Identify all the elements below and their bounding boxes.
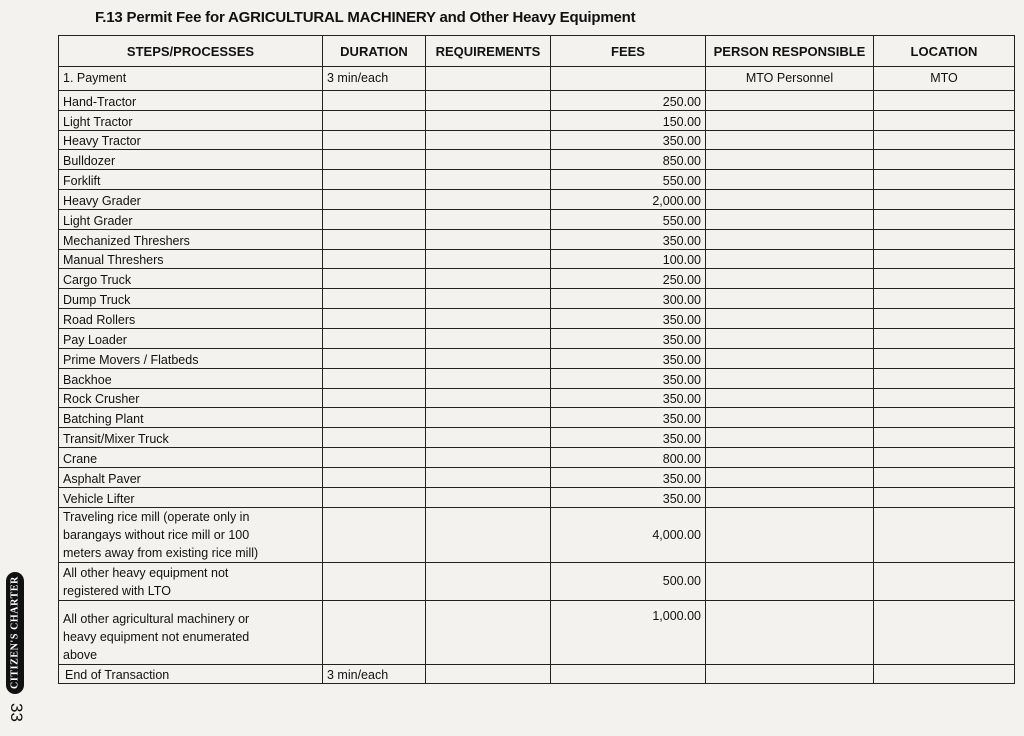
- person-cell: [706, 507, 874, 562]
- requirements-cell: [426, 150, 551, 170]
- requirements-cell: [426, 90, 551, 110]
- duration-cell: 3 min/each: [323, 664, 426, 684]
- other-heavy-line2: registered with LTO: [63, 583, 171, 598]
- person-cell: [706, 289, 874, 309]
- header-requirements: REQUIREMENTS: [426, 36, 551, 67]
- table-row: [59, 328, 1015, 348]
- rice-mill-line2: barangays without rice mill or 100: [63, 527, 250, 542]
- fee-cell: 550.00: [551, 209, 706, 229]
- step-cell: End of Transaction: [59, 664, 323, 684]
- table-row: [59, 600, 1015, 664]
- person-cell: [706, 170, 874, 190]
- step-cell: Asphalt Paver: [59, 467, 323, 487]
- fee-cell: 250.00: [551, 90, 706, 110]
- requirements-cell: [426, 562, 551, 600]
- table-header-row: [59, 36, 1015, 67]
- fee-cell: 350.00: [551, 388, 706, 408]
- fee-cell: 350.00: [551, 428, 706, 448]
- person-cell: [706, 328, 874, 348]
- table-row: [59, 269, 1015, 289]
- table-row: [59, 408, 1015, 428]
- requirements-cell: [426, 368, 551, 388]
- table-row: [59, 348, 1015, 368]
- step-cell: Light Tractor: [59, 110, 323, 130]
- requirements-cell: [426, 428, 551, 448]
- person-cell: [706, 209, 874, 229]
- fee-cell: 500.00: [551, 562, 706, 600]
- requirements-cell: [426, 600, 551, 664]
- table-row: [59, 309, 1015, 329]
- person-cell: [706, 562, 874, 600]
- step-cell: [59, 600, 323, 664]
- fee-cell: [551, 664, 706, 684]
- person-cell: [706, 388, 874, 408]
- person-cell: [706, 130, 874, 150]
- duration-cell: [323, 150, 426, 170]
- fee-cell: 100.00: [551, 249, 706, 269]
- requirements-cell: [426, 388, 551, 408]
- rice-mill-line1: Traveling rice mill (operate only in: [63, 509, 250, 524]
- person-cell: [706, 348, 874, 368]
- fee-cell: 350.00: [551, 408, 706, 428]
- person-cell: [706, 150, 874, 170]
- duration-cell: [323, 289, 426, 309]
- fee-cell: 850.00: [551, 150, 706, 170]
- requirements-cell: [426, 448, 551, 468]
- step-cell: Heavy Tractor: [59, 130, 323, 150]
- table-row: [59, 289, 1015, 309]
- location-cell: [874, 170, 1015, 190]
- location-cell: [874, 229, 1015, 249]
- fee-cell: 2,000.00: [551, 190, 706, 210]
- fee-cell: 4,000.00: [551, 507, 706, 562]
- fee-cell: 350.00: [551, 130, 706, 150]
- duration-cell: [323, 562, 426, 600]
- person-cell: [706, 269, 874, 289]
- other-agri-line2: heavy equipment not enumerated: [63, 629, 250, 644]
- rice-mill-line3: meters away from existing rice mill): [63, 545, 259, 560]
- person-cell: [706, 90, 874, 110]
- location-cell: [874, 562, 1015, 600]
- requirements-cell: [426, 408, 551, 428]
- table-row: [59, 110, 1015, 130]
- location-cell: [874, 150, 1015, 170]
- step-cell: Vehicle Lifter: [59, 487, 323, 507]
- header-person: PERSON RESPONSIBLE: [706, 36, 874, 67]
- table-row: [59, 368, 1015, 388]
- fee-cell: 350.00: [551, 368, 706, 388]
- duration-cell: [323, 487, 426, 507]
- duration-cell: [323, 507, 426, 562]
- person-cell: [706, 368, 874, 388]
- citizens-charter-tab: CITIZEN'S CHARTER: [6, 572, 24, 694]
- person-cell: [706, 110, 874, 130]
- requirements-cell: [426, 664, 551, 684]
- location-cell: MTO: [874, 67, 1015, 91]
- requirements-cell: [426, 328, 551, 348]
- step-cell: Crane: [59, 448, 323, 468]
- step-cell: Backhoe: [59, 368, 323, 388]
- fee-cell: 1,000.00: [551, 600, 706, 664]
- requirements-cell: [426, 110, 551, 130]
- step-cell: Mechanized Threshers: [59, 229, 323, 249]
- step-cell: Heavy Grader: [59, 190, 323, 210]
- table-row: [59, 130, 1015, 150]
- person-cell: [706, 408, 874, 428]
- location-cell: [874, 487, 1015, 507]
- person-cell: [706, 448, 874, 468]
- step-cell: Pay Loader: [59, 328, 323, 348]
- table-row: [59, 467, 1015, 487]
- fee-cell: 350.00: [551, 229, 706, 249]
- duration-cell: [323, 328, 426, 348]
- duration-cell: 3 min/each: [323, 67, 426, 91]
- page-number: 33: [7, 702, 26, 722]
- permit-fee-table: [58, 35, 1015, 684]
- location-cell: [874, 507, 1015, 562]
- location-cell: [874, 269, 1015, 289]
- requirements-cell: [426, 507, 551, 562]
- requirements-cell: [426, 170, 551, 190]
- header-location: LOCATION: [874, 36, 1015, 67]
- table-row: [59, 90, 1015, 110]
- table-row: [59, 448, 1015, 468]
- requirements-cell: [426, 249, 551, 269]
- duration-cell: [323, 229, 426, 249]
- location-cell: [874, 328, 1015, 348]
- duration-cell: [323, 600, 426, 664]
- location-cell: [874, 388, 1015, 408]
- duration-cell: [323, 368, 426, 388]
- step-cell: Cargo Truck: [59, 269, 323, 289]
- location-cell: [874, 289, 1015, 309]
- fee-cell: 250.00: [551, 269, 706, 289]
- person-cell: [706, 309, 874, 329]
- duration-cell: [323, 428, 426, 448]
- location-cell: [874, 110, 1015, 130]
- duration-cell: [323, 467, 426, 487]
- table-row: [59, 507, 1015, 562]
- duration-cell: [323, 249, 426, 269]
- table-row: [59, 209, 1015, 229]
- header-fees: FEES: [551, 36, 706, 67]
- requirements-cell: [426, 467, 551, 487]
- table-row: [59, 67, 1015, 91]
- header-duration: DURATION: [323, 36, 426, 67]
- fee-cell: 350.00: [551, 328, 706, 348]
- location-cell: [874, 664, 1015, 684]
- step-cell: Bulldozer: [59, 150, 323, 170]
- other-agri-line3: above: [63, 647, 98, 662]
- location-cell: [874, 249, 1015, 269]
- step-cell: [59, 562, 323, 600]
- table-row: [59, 428, 1015, 448]
- duration-cell: [323, 110, 426, 130]
- requirements-cell: [426, 67, 551, 91]
- person-cell: MTO Personnel: [706, 67, 874, 91]
- location-cell: [874, 448, 1015, 468]
- duration-cell: [323, 448, 426, 468]
- person-cell: [706, 664, 874, 684]
- duration-cell: [323, 408, 426, 428]
- person-cell: [706, 487, 874, 507]
- page-title: F.13 Permit Fee for AGRICULTURAL MACHINERY and Other Heavy Equipment: [95, 9, 636, 26]
- location-cell: [874, 348, 1015, 368]
- duration-cell: [323, 90, 426, 110]
- location-cell: [874, 90, 1015, 110]
- duration-cell: [323, 388, 426, 408]
- person-cell: [706, 467, 874, 487]
- location-cell: [874, 209, 1015, 229]
- table-row: [59, 487, 1015, 507]
- side-margin: [4, 572, 26, 722]
- step-cell: Rock Crusher: [59, 388, 323, 408]
- location-cell: [874, 600, 1015, 664]
- duration-cell: [323, 348, 426, 368]
- table-row: [59, 170, 1015, 190]
- duration-cell: [323, 269, 426, 289]
- step-cell: 1. Payment: [59, 67, 323, 91]
- fee-cell: 300.00: [551, 289, 706, 309]
- location-cell: [874, 309, 1015, 329]
- requirements-cell: [426, 130, 551, 150]
- step-cell: Manual Threshers: [59, 249, 323, 269]
- requirements-cell: [426, 348, 551, 368]
- step-cell: Batching Plant: [59, 408, 323, 428]
- person-cell: [706, 428, 874, 448]
- location-cell: [874, 428, 1015, 448]
- table-row: [59, 190, 1015, 210]
- fee-cell: 550.00: [551, 170, 706, 190]
- person-cell: [706, 600, 874, 664]
- table-row: [59, 249, 1015, 269]
- step-cell: Transit/Mixer Truck: [59, 428, 323, 448]
- header-steps: STEPS/PROCESSES: [59, 36, 323, 67]
- duration-cell: [323, 209, 426, 229]
- location-cell: [874, 467, 1015, 487]
- requirements-cell: [426, 309, 551, 329]
- requirements-cell: [426, 269, 551, 289]
- step-cell: Forklift: [59, 170, 323, 190]
- duration-cell: [323, 170, 426, 190]
- table-row: [59, 388, 1015, 408]
- requirements-cell: [426, 190, 551, 210]
- location-cell: [874, 190, 1015, 210]
- step-cell: Prime Movers / Flatbeds: [59, 348, 323, 368]
- duration-cell: [323, 130, 426, 150]
- step-cell: Light Grader: [59, 209, 323, 229]
- requirements-cell: [426, 229, 551, 249]
- other-agri-line1: All other agricultural machinery or: [63, 611, 250, 626]
- requirements-cell: [426, 209, 551, 229]
- fee-cell: 800.00: [551, 448, 706, 468]
- step-cell: Road Rollers: [59, 309, 323, 329]
- person-cell: [706, 190, 874, 210]
- person-cell: [706, 229, 874, 249]
- duration-cell: [323, 309, 426, 329]
- fee-cell: 350.00: [551, 309, 706, 329]
- fee-cell: 350.00: [551, 487, 706, 507]
- location-cell: [874, 368, 1015, 388]
- location-cell: [874, 408, 1015, 428]
- table-row: [59, 229, 1015, 249]
- step-cell: Dump Truck: [59, 289, 323, 309]
- requirements-cell: [426, 487, 551, 507]
- table-row: [59, 150, 1015, 170]
- fee-cell: 350.00: [551, 348, 706, 368]
- fee-cell: 350.00: [551, 467, 706, 487]
- table-row: [59, 664, 1015, 684]
- step-cell: Hand-Tractor: [59, 90, 323, 110]
- step-cell: [59, 507, 323, 562]
- duration-cell: [323, 190, 426, 210]
- fee-cell: [551, 67, 706, 91]
- other-heavy-line1: All other heavy equipment not: [63, 565, 229, 580]
- location-cell: [874, 130, 1015, 150]
- table-row: [59, 562, 1015, 600]
- person-cell: [706, 249, 874, 269]
- fee-cell: 150.00: [551, 110, 706, 130]
- requirements-cell: [426, 289, 551, 309]
